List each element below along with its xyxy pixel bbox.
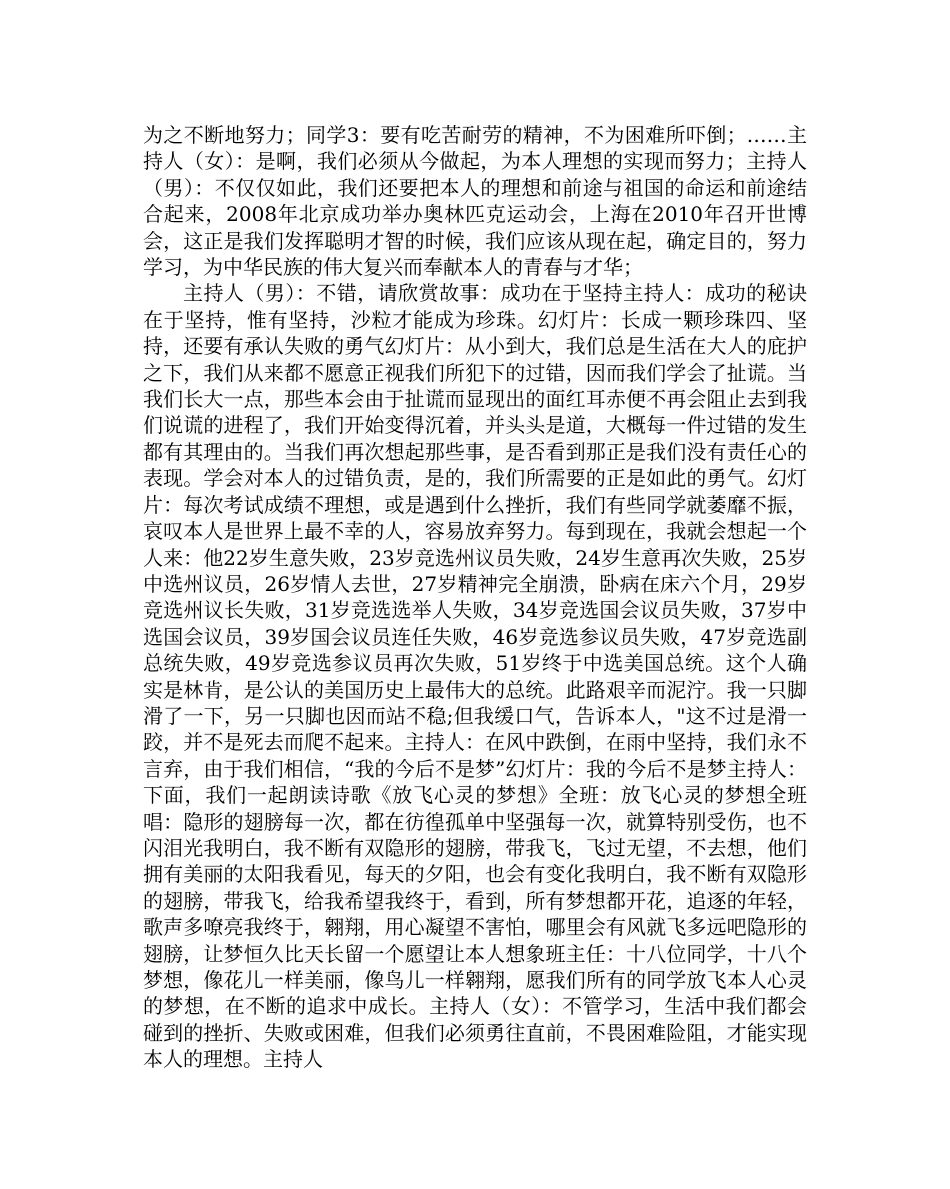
paragraph-2: 主持人（男）：不错，请欣赏故事：成功在于坚持主持人：成功的秘诀在于坚持，惟有坚持，沙粒才能成为珍珠。幻灯片：长成一颗珍珠四、坚持，还要有承认失败的勇气幻灯片：从小到大，我们总是生活在大人的庇护之下，我们从来都不愿意正视我们所犯下的过错，因而我们学会了扯谎。当我们长大一点，那些本会由于扯谎而显现出的面红耳赤便不再会阻止去到我们说谎的进程了，我们开始变得沉着，并头头是道，大概每一件过错的发生都有其理由的。当我们再次想起那些事，是否看到那正是我们没有责任心的表现。学会对本人的过错负责，是的，我们所需要的正是如此的勇气。幻灯片：每次考试成绩不理想，或是遇到什么挫折，我们有些同学就萎靡不振，哀叹本人是世界上最不幸的人，容易放弃努力。每到现在，我就会想起一个人来：他22岁生意失败，23岁竞选州议员失败，24岁生意再次失败，25岁中选州议员，26岁情人去世，27岁精神完全崩溃，卧病在床六个月，29岁竞选州议长失败，31岁竞选选举人失败，34岁竞选国会议员失败，37岁中选国会议员，39岁国会议员连任失败，46岁竞选参议员失败，47岁竞选副总统失败，49岁竞选参议员再次失败，51岁终于中选美国总统。这个人确实是林肯，是公认的美国历史上最伟大的总统。此路艰辛而泥泞。我一只脚滑了一下，另一只脚也因而站不稳;但我缓口气，告诉本人，"这不过是滑一跤，并不是死去而爬不起来。主持人：在风中跌倒，在雨中坚持，我们永不言弃，由于我们相信，“我的今后不是梦”幻灯片：我的今后不是梦主持人：下面，我们一起朗读诗歌《放飞心灵的梦想》全班：放飞心灵的梦想全班唱：隐形的翅膀每一次，都在彷徨孤单中坚强每一次，就算特别受伤，也不闪泪光我明白，我不断有双隐形的翅膀，带我飞，飞过无望，不去想，他们拥有美丽的太阳我看见，每天的夕阳，也会有变化我明白，我不断有双隐形的翅膀，带我飞，给我希望我终于，看到，所有梦想都开花，追逐的年轻，歌声多嘹亮我终于，翱翔，用心凝望不害怕，哪里会有风就飞多远吧隐形的翅膀，让梦恒久比天长留一个愿望让本人想象班主任：十八位同学，十八个梦想，像花儿一样美丽，像鸟儿一样翱翔，愿我们所有的同学放飞本人心灵的梦想，在不断的追求中成长。主持人（女）：不管学习，生活中我们都会碰到的挫折、失败或困难，但我们必须勇往直前，不畏困难险阻，才能实现本人的理想。主持人 — [143, 281, 807, 1072]
paragraph-1: 为之不断地努力；同学3：要有吃苦耐劳的精神，不为困难所吓倒；……主持人（女）：是啊，我们必须从今做起，为本人理想的实现而努力；主持人（男）：不仅仅如此，我们还要把本人的理想和前途与祖国的命运和前途结合起来，2008年北京成功举办奥林匹克运动会，上海在2010年召开世博会，这正是我们发挥聪明才智的时候，我们应该从现在起，确定目的，努力学习，为中华民族的伟大复兴而奉献本人的青春与才华； — [143, 123, 807, 280]
document-body — [143, 122, 807, 1073]
